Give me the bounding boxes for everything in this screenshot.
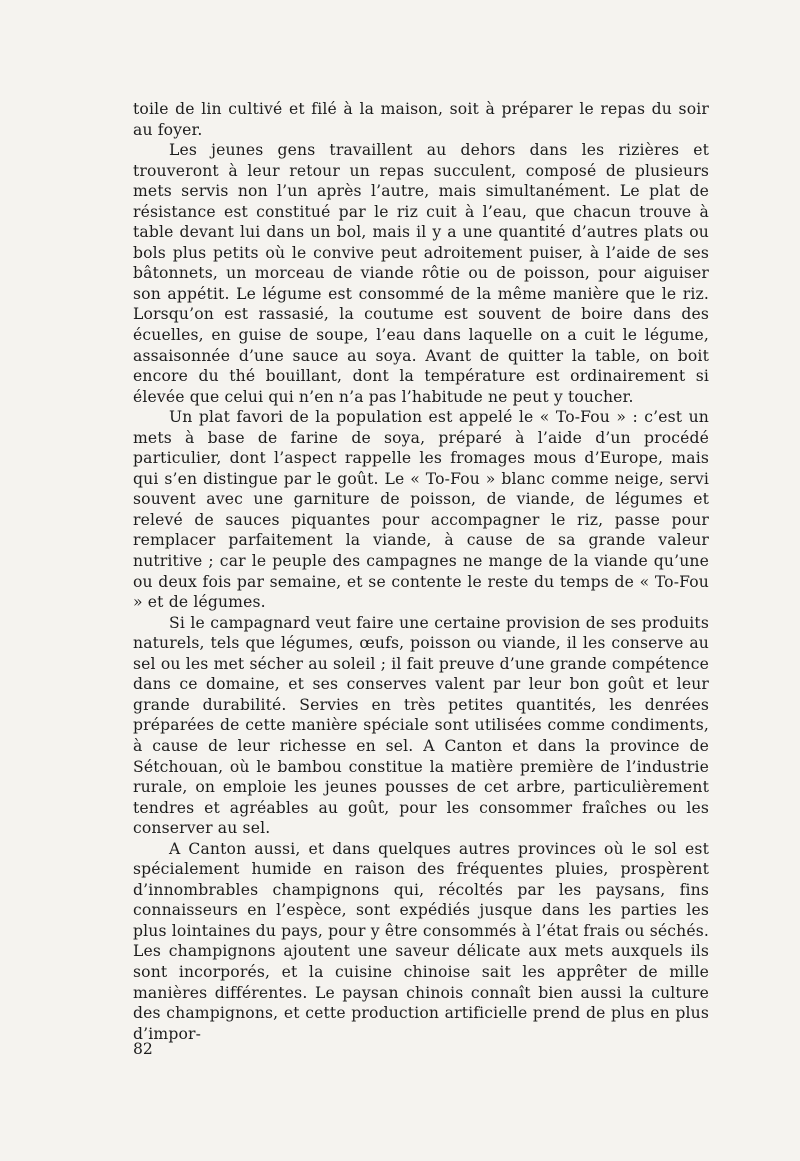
paragraph-3: Un plat favori de la population est appelé le « To-Fou » : c’est un mets à base de farine de soya, préparé à l’aide d’un procédé particulier, dont l’aspect rappelle les fromages mous d’Europe, mais qui s’en distingue par le goût. Le « To-Fou » blanc comme neige, servi souvent avec une garniture de poisson, de viande, de légumes et relevé de sauces piquantes pour accompagner le riz, passe pour remplacer parfaitement la viande, à cause de sa grande valeur nutritive ; car le peuple des campagnes ne mange de la viande qu’une ou deux fois par semaine, et se contente le reste du temps de « To-Fou » et de légumes.: [133, 408, 709, 612]
paragraph-4: Si le campagnard veut faire une certaine provision de ses produits naturels, tels que légumes, œufs, poisson ou viande, il les conserve au sel ou les met sécher au soleil ; il fait preuve d’une grande compétence dans ce domaine, et ses conserves valent par leur bon goût et leur grande durabilité. Servies en très petites quantités, les denrées préparées de cette manière spéciale sont utilisées comme condiments, à cause de leur richesse en sel. A Canton et dans la province de Sétchouan, où le bambou constitue la matière première de l’industrie rurale, on emploie les jeunes pousses de cet arbre, particulièrement tendres et agréables au goût, pour les consommer fraîches ou les conserver au sel.: [133, 613, 709, 838]
page-number: 82: [133, 1040, 153, 1058]
paragraph-2: Les jeunes gens travaillent au dehors dans les rizières et trouveront à leur retour un repas succulent, composé de plusieurs mets servis non l’un après l’autre, mais simultanément. Le plat de résistance est constitué par le riz cuit à l’eau, que chacun trouve à table devant lui dans un bol, mais il y a une quantité d’autres plats ou bols plus petits où le convive peut adroitement puiser, à l’aide de ses bâtonnets, un morceau de viande rôtie ou de poisson, pour aiguiser son appétit. Le légume est consommé de la même manière que le riz. Lorsqu’on est rassasié, la coutume est souvent de boire dans des écuelles, en guise de soupe, l’eau dans laquelle on a cuit le légume, assaisonnée d’une sauce au soya. Avant de quitter la table, on boit encore du thé bouillant, dont la température est ordinairement si élevée que celui qui n’en n’a pas l’habitude ne peut y toucher.: [133, 141, 709, 406]
paragraph-5: A Canton aussi, et dans quelques autres provinces où le sol est spécialement humide en raison des fréquentes pluies, prospèrent d’innombrables champignons qui, récoltés par les paysans, fins connaisseurs en l’espèce, sont expédiés jusque dans les parties les plus lointaines du pays, pour y être consommés à l’état frais ou séchés. Les champignons ajoutent une saveur délicate aux mets auxquels ils sont incorporés, et la cuisine chinoise sait les apprêter de mille manières différentes. Le paysan chinois connaît bien aussi la culture des champignons, et cette production artificielle prend de plus en plus d’impor-: [133, 839, 709, 1043]
body-text: [133, 99, 709, 1044]
paragraph-1: toile de lin cultivé et filé à la maison, soit à préparer le repas du soir au foyer.: [133, 100, 709, 139]
